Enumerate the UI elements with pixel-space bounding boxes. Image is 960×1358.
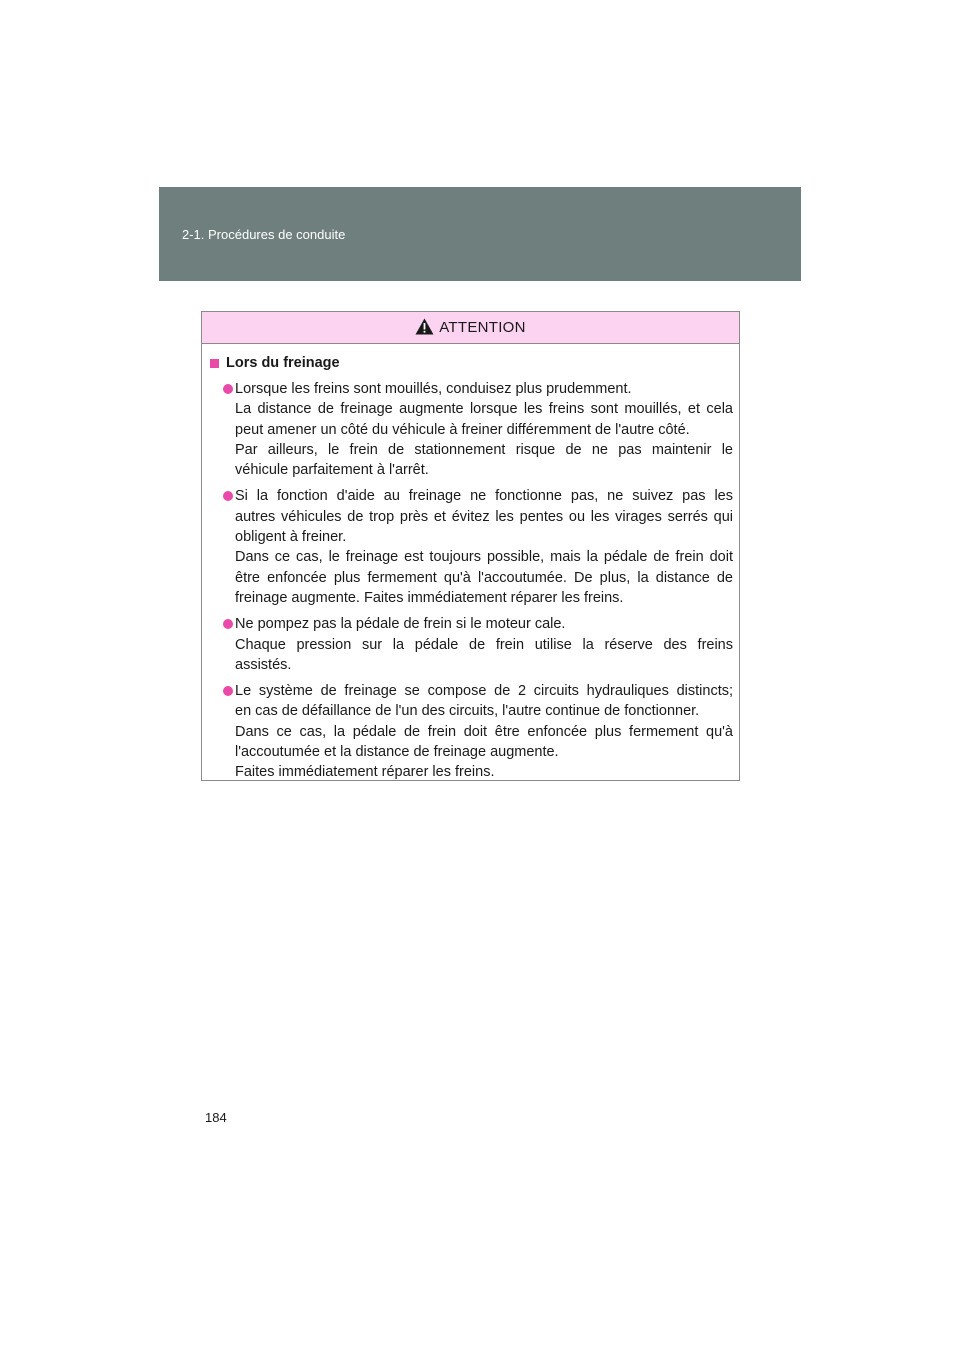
section-title: Lors du freinage <box>226 355 340 371</box>
warning-box-header <box>202 312 739 344</box>
circle-bullet-icon <box>223 491 233 501</box>
text-line: en cas de défaillance de l'un des circuits, l'autre continue de fonctionner. <box>235 703 700 720</box>
list-item <box>210 681 733 782</box>
text-line: Le système de freinage se compose de 2 circuits hydrauliques distincts; <box>235 683 733 700</box>
warning-items <box>210 379 733 783</box>
text-line: Faites immédiatement réparer les freins. <box>235 764 495 781</box>
text-line: Ne pompez pas la pédale de frein si le moteur cale. <box>235 616 566 633</box>
text-line: Dans ce cas, le freinage est toujours possible, mais la pédale de frein doit <box>235 549 733 566</box>
breadcrumb: 2-1. Procédures de conduite <box>182 227 346 242</box>
warning-box-body <box>202 344 739 783</box>
text-line: assistés. <box>235 656 292 673</box>
list-item <box>210 614 733 675</box>
chapter-header <box>159 187 801 281</box>
text-line: véhicule parfaitement à l'arrêt. <box>235 462 429 479</box>
text-line: freinage augmente. Faites immédiatement réparer les freins. <box>235 589 624 606</box>
text-line: La distance de freinage augmente lorsque les freins sont mouillés, et cela <box>235 401 733 418</box>
square-bullet-icon <box>210 359 219 368</box>
text-line: Si la fonction d'aide au freinage ne fonctionne pas, ne suivez pas les <box>235 488 733 505</box>
warning-box <box>201 311 740 781</box>
circle-bullet-icon <box>223 384 233 394</box>
text-line: Chaque pression sur la pédale de frein utilise la réserve des freins <box>235 636 733 653</box>
warning-triangle-icon <box>415 318 434 335</box>
text-line: obligent à freiner. <box>235 529 347 546</box>
list-item <box>210 379 733 480</box>
list-item <box>210 486 733 608</box>
circle-bullet-icon <box>223 686 233 696</box>
text-line: l'accoutumée et la distance de freinage augmente. <box>235 744 559 761</box>
text-line: peut amener un côté du véhicule à freiner différemment de l'autre côté. <box>235 421 690 438</box>
section-heading <box>210 355 733 371</box>
text-line: Lorsque les freins sont mouillés, conduisez plus prudemment. <box>235 381 632 397</box>
text-line: Dans ce cas, la pédale de frein doit être enfoncée plus fermement qu'à <box>235 723 733 740</box>
circle-bullet-icon <box>223 619 233 629</box>
text-line: être enfoncée plus fermement qu'à l'accoutumée. De plus, la distance de <box>235 569 733 586</box>
page-number: 184 <box>205 1110 227 1125</box>
text-line: Par ailleurs, le frein de stationnement risque de ne pas maintenir le <box>235 441 733 458</box>
text-line: autres véhicules de trop près et évitez les pentes ou les virages serrés qui <box>235 508 733 525</box>
warning-title: ATTENTION <box>439 319 526 336</box>
